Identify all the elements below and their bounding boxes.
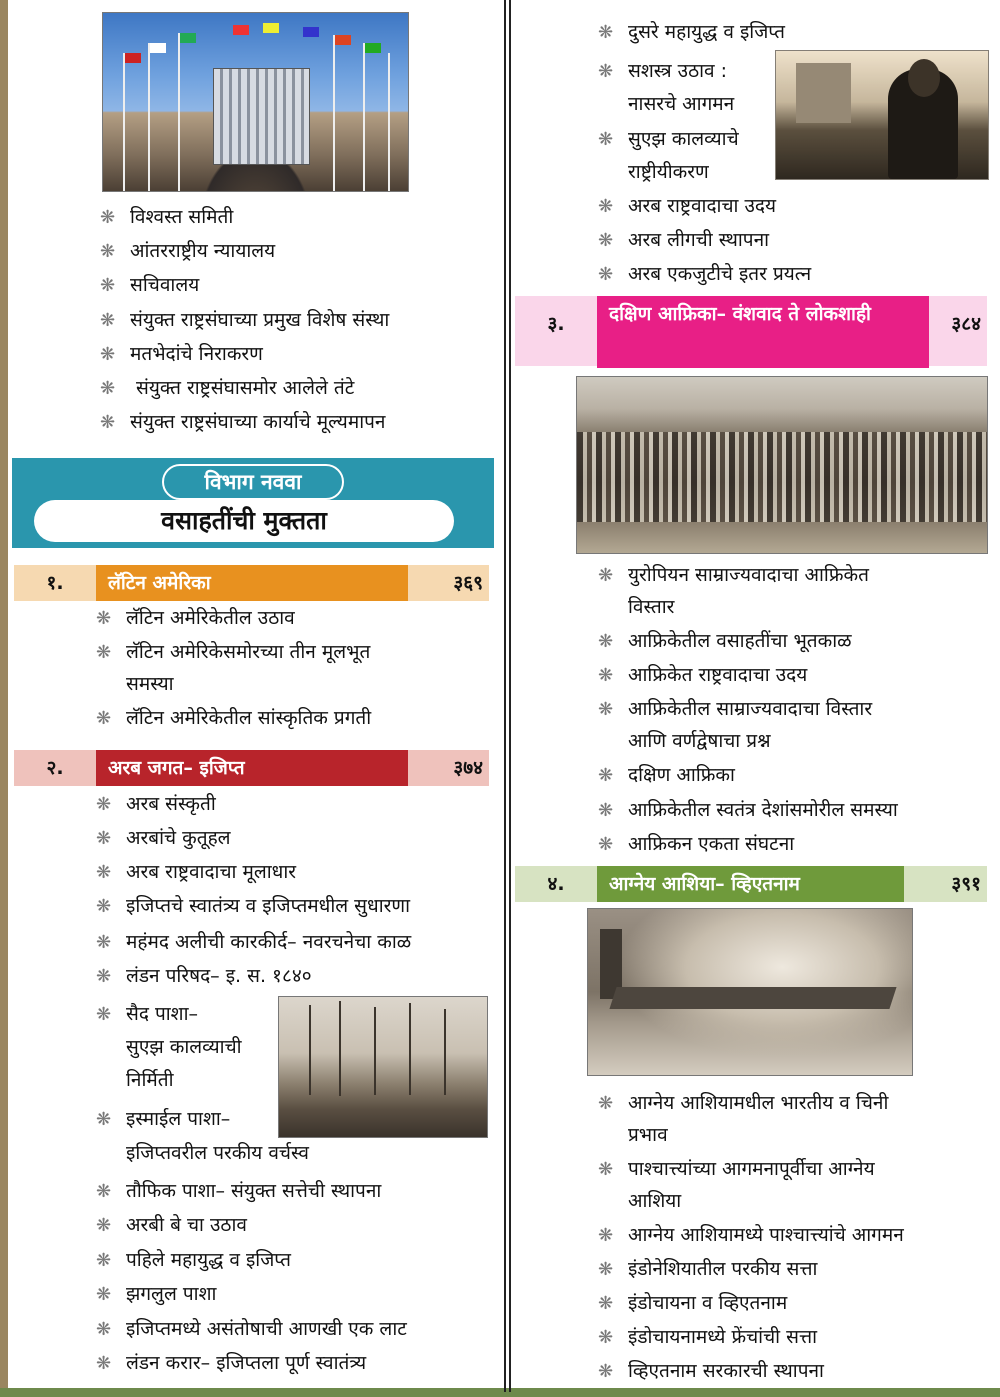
bullet-icon: ❋ [100,207,116,228]
list-item: ❋ सैद पाशा– [96,998,198,1031]
list-item: ❋ तौफिक पाशा– संयुक्त सत्तेची स्थापना [96,1175,381,1208]
list-item: ❋ आफ्रिकेतील स्वतंत्र देशांसमोरील समस्या [598,794,898,827]
list-item: ❋ अरबी बे चा उठाव [96,1209,247,1242]
list-item: ❋ आंतरराष्ट्रीय न्यायालय [100,235,275,268]
bullet-icon: ❋ [96,1319,112,1340]
bullet-icon: ❋ [96,828,112,849]
list-item: ❋ आफ्रिकन एकता संघटना [598,828,794,861]
list-item-continuation: सुएझ कालव्याची [126,1036,242,1058]
bullet-icon: ❋ [598,665,614,686]
vietnam-war-photo [587,908,913,1076]
list-item: ❋ अरब राष्ट्रवादाचा उदय [598,190,776,223]
bullet-icon: ❋ [598,631,614,652]
list-item: ❋ आफ्रिकेत राष्ट्रवादाचा उदय [598,659,807,692]
list-item: ❋ इंडोचायनामध्ये फ्रेंचांची सत्ता [598,1321,817,1354]
list-item: ❋ इंडोनेशियातील परकीय सत्ता [598,1253,817,1286]
bullet-icon: ❋ [598,1259,614,1280]
chapter-page: ३७४ [453,757,483,779]
list-item: ❋ इस्माईल पाशा– [96,1103,230,1136]
list-item-continuation: राष्ट्रीयीकरण [628,161,709,183]
list-item: ❋ सचिवालय [100,269,199,302]
list-item: ❋ संयुक्त राष्ट्रसंघाच्या कार्याचे मूल्यमापन [100,406,385,439]
suez-ships-photo [278,996,488,1138]
bullet-icon: ❋ [96,966,112,987]
chapter-page: ३९१ [951,873,981,895]
list-item: ❋ इजिप्तमध्ये असंतोषाची आणखी एक लाट [96,1313,407,1346]
bullet-icon: ❋ [96,932,112,953]
list-item: ❋ दक्षिण आफ्रिका [598,759,735,792]
bullet-icon: ❋ [598,1327,614,1348]
bullet-icon: ❋ [96,1353,112,1374]
bullet-icon: ❋ [598,61,614,82]
bullet-icon: ❋ [598,264,614,285]
list-item: ❋ आग्नेय आशियामधील भारतीय व चिनी [598,1087,888,1120]
chapter-4-header[interactable] [515,866,987,902]
list-item: ❋ अरब एकजुटीचे इतर प्रयत्न [598,258,811,291]
list-item-continuation: आणि वर्णद्वेषाचा प्रश्न [628,730,771,752]
list-item-continuation: नासरचे आगमन [628,93,735,115]
bullet-icon: ❋ [598,565,614,586]
nasser-speech-photo [775,50,989,180]
list-item: ❋ पाश्चात्त्यांच्या आगमनापूर्वीचा आग्नेय [598,1153,875,1186]
list-item: ❋ आफ्रिकेतील साम्राज्यवादाचा विस्तार [598,693,872,726]
bullet-icon: ❋ [96,1250,112,1271]
bullet-icon: ❋ [96,1181,112,1202]
list-item: ❋ आग्नेय आशियामध्ये पाश्चात्त्यांचे आगमन [598,1219,904,1252]
list-item: ❋ सुएझ कालव्याचे [598,123,739,156]
list-item-continuation: प्रभाव [628,1124,668,1146]
bullet-icon: ❋ [100,241,116,262]
bullet-icon: ❋ [96,794,112,815]
list-item: ❋ अरबांचे कुतूहल [96,822,231,855]
un-headquarters-photo [102,12,409,192]
chapter-number: २. [46,757,64,779]
list-item-continuation: विस्तार [628,596,675,618]
list-item: ❋ लॅटिन अमेरिकेसमोरच्या तीन मूलभूत [96,636,370,669]
list-item: ❋ लॅटिन अमेरिकेतील सांस्कृतिक प्रगती [96,702,371,735]
list-item: ❋ झगलुल पाशा [96,1278,216,1311]
list-item: ❋ लॅटिन अमेरिकेतील उठाव [96,602,295,635]
bullet-icon: ❋ [96,896,112,917]
bullet-icon: ❋ [598,834,614,855]
bullet-icon: ❋ [598,1225,614,1246]
list-item-continuation: निर्मिती [126,1069,174,1091]
list-item: ❋ दुसरे महायुद्ध व इजिप्त [598,16,785,49]
bullet-icon: ❋ [96,1215,112,1236]
bullet-icon: ❋ [598,765,614,786]
list-item: ❋ विश्वस्त समिती [100,201,233,234]
list-item: ❋ लंडन करार– इजिप्तला पूर्ण स्वातंत्र्य [96,1347,366,1380]
bullet-icon: ❋ [598,1093,614,1114]
chapter-title: आग्नेय आशिया– व्हिएतनाम [597,866,904,902]
list-item: ❋ अरब राष्ट्रवादाचा मूलाधार [96,856,296,889]
list-item: ❋ संयुक्त राष्ट्रसंघाच्या प्रमुख विशेष संस्था [100,304,389,337]
list-item-continuation: समस्या [126,673,174,695]
list-item: ❋ सशस्त्र उठाव : [598,55,727,88]
chapter-2-header[interactable] [14,750,489,786]
bullet-icon: ❋ [96,1284,112,1305]
bullet-icon: ❋ [598,800,614,821]
bullet-icon: ❋ [598,699,614,720]
africa-crowd-photo [576,376,988,554]
bullet-icon: ❋ [598,129,614,150]
chapter-page: ३८४ [951,313,981,335]
chapter-title: दक्षिण आफ्रिका– वंशवाद ते लोकशाही [597,296,929,368]
bullet-icon: ❋ [96,608,112,629]
bullet-icon: ❋ [100,310,116,331]
bullet-icon: ❋ [598,22,614,43]
list-item: ❋ इजिप्तचे स्वातंत्र्य व इजिप्तमधील सुधारणा [96,890,410,923]
list-item: ❋ पहिले महायुद्ध व इजिप्त [96,1244,291,1277]
bullet-icon: ❋ [598,1361,614,1382]
list-item: ❋ व्हिएतनाम सरकारची स्थापना [598,1355,824,1388]
chapter-3-header[interactable] [515,296,987,366]
column-divider-2 [509,0,511,1392]
list-item-continuation: आशिया [628,1190,682,1212]
list-item: ❋ आफ्रिकेतील वसाहतींचा भूतकाळ [598,625,852,658]
chapter-number: ३. [547,313,565,335]
chapter-title: लॅटिन अमेरिका [96,565,408,601]
column-divider-1 [504,0,506,1392]
bullet-icon: ❋ [100,275,116,296]
division-title: वसाहतींची मुक्तता [34,500,454,542]
list-item: ❋ अरब संस्कृती [96,788,216,821]
list-item-continuation: इजिप्तवरील परकीय वर्चस्व [126,1142,309,1164]
page-bottom-edge [0,1388,1000,1397]
list-item: ❋ महंमद अलीची कारकीर्द– नवरचनेचा काळ [96,926,411,959]
bullet-icon: ❋ [96,1109,112,1130]
bullet-icon: ❋ [100,378,116,399]
chapter-page: ३६९ [453,572,483,594]
list-item: ❋ मतभेदांचे निराकरण [100,338,263,371]
bullet-icon: ❋ [96,862,112,883]
chapter-number: ४. [547,873,565,895]
chapter-title: अरब जगत– इजिप्त [96,750,408,786]
division-label: विभाग नववा [162,464,344,500]
bullet-icon: ❋ [598,230,614,251]
bullet-icon: ❋ [598,1293,614,1314]
list-item: ❋ संयुक्त राष्ट्रसंघासमोर आलेले तंटे [100,372,354,405]
list-item: ❋ लंडन परिषद– इ. स. १८४० [96,960,312,993]
bullet-icon: ❋ [598,1159,614,1180]
division-banner [12,458,494,548]
bullet-icon: ❋ [96,642,112,663]
bullet-icon: ❋ [96,708,112,729]
bullet-icon: ❋ [598,196,614,217]
bullet-icon: ❋ [100,344,116,365]
bullet-icon: ❋ [100,412,116,433]
list-item: ❋ अरब लीगची स्थापना [598,224,769,257]
list-item: ❋ युरोपियन साम्राज्यवादाचा आफ्रिकेत [598,559,869,592]
chapter-number: १. [46,572,64,594]
list-item: ❋ इंडोचायना व व्हिएतनाम [598,1287,787,1320]
bullet-icon: ❋ [96,1004,112,1025]
chapter-1-header[interactable] [14,565,489,601]
